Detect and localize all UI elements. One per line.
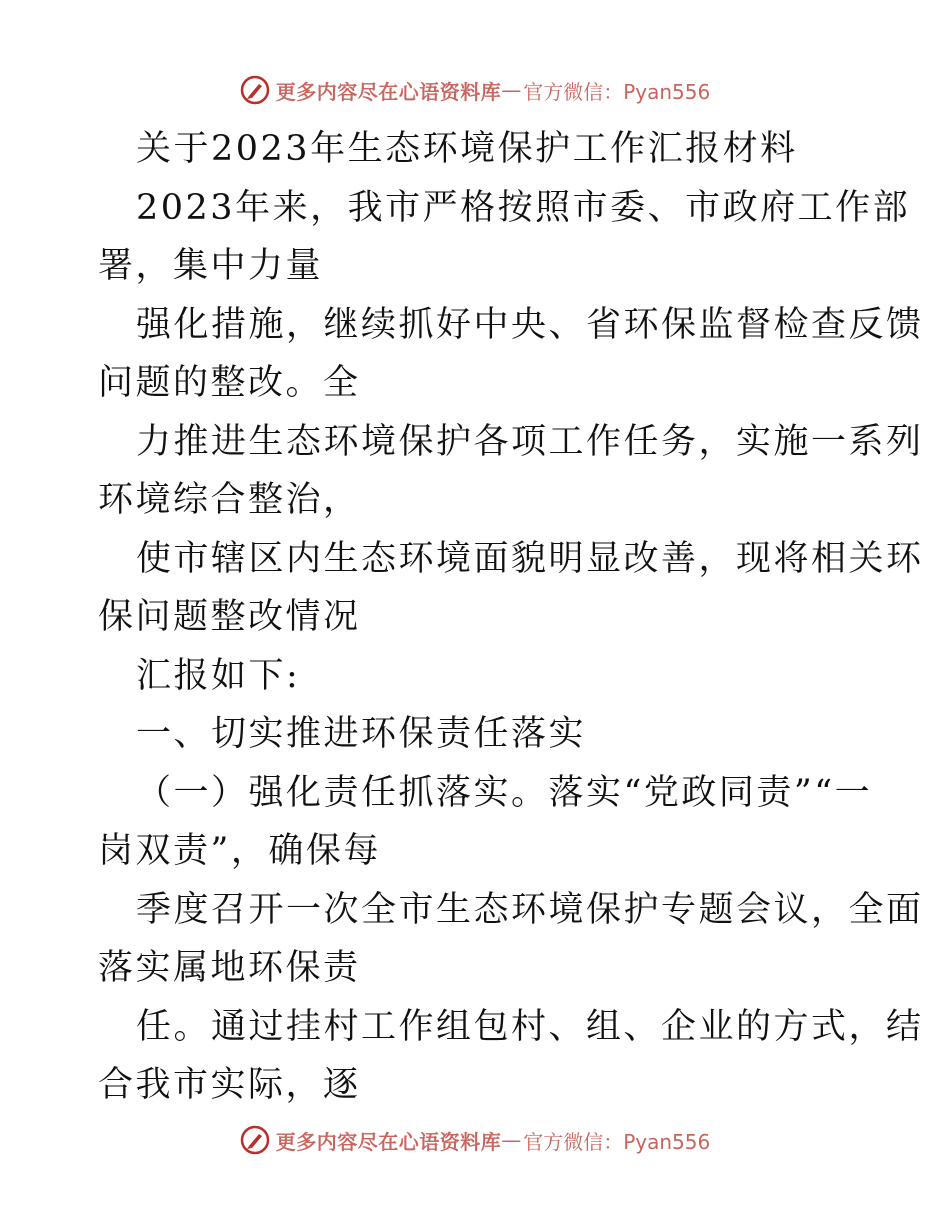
text-line: 季度召开一次全市生态环境保护专题会议，全面: [136, 889, 924, 930]
text-line: 力推进生态环境保护各项工作任务，实施一系列: [136, 421, 924, 462]
footer-watermark: [0, 1120, 950, 1160]
text-line: 岗双责”，确保每: [98, 831, 381, 871]
text-line: 合我市实际，逐: [98, 1065, 361, 1105]
section-heading: 一、切实推进环保责任落实: [136, 714, 587, 754]
text-line: 强化措施，继续抓好中央、省环保监督检查反馈: [136, 304, 924, 345]
pen-logo-icon: [240, 75, 270, 105]
watermark-dash: —: [501, 78, 522, 102]
text-line: 使市辖区内生态环境面貌明显改善，现将相关环: [136, 538, 924, 579]
text-line: 2023年来，我市严格按照市委、市政府工作部: [136, 187, 911, 228]
watermark-wechat: 官方微信：Pyan556: [523, 1129, 711, 1154]
document-body: [98, 120, 924, 1115]
watermark-dash: —: [501, 1128, 522, 1152]
pen-logo-icon: [240, 1125, 270, 1155]
text-line: 保问题整改情况: [98, 597, 361, 637]
header-watermark: [0, 70, 950, 110]
document-title: 关于2023年生态环境保护工作汇报材料: [136, 129, 798, 169]
subsection-heading: （一）强化责任抓落实。落实“党政同责”“一: [136, 772, 873, 813]
watermark-text: 更多内容尽在心语资料库: [275, 1129, 502, 1154]
text-line: 汇报如下:: [136, 655, 301, 696]
text-line: 环境综合整治，: [98, 480, 361, 520]
text-line: 任。通过挂村工作组包村、组、企业的方式，结: [136, 1006, 924, 1047]
text-line: 落实属地环保责: [98, 948, 361, 988]
text-line: 署，集中力量: [98, 246, 324, 286]
watermark-wechat: 官方微信：Pyan556: [523, 79, 711, 104]
watermark-text: 更多内容尽在心语资料库: [275, 79, 502, 104]
text-line: 问题的整改。全: [98, 363, 361, 403]
